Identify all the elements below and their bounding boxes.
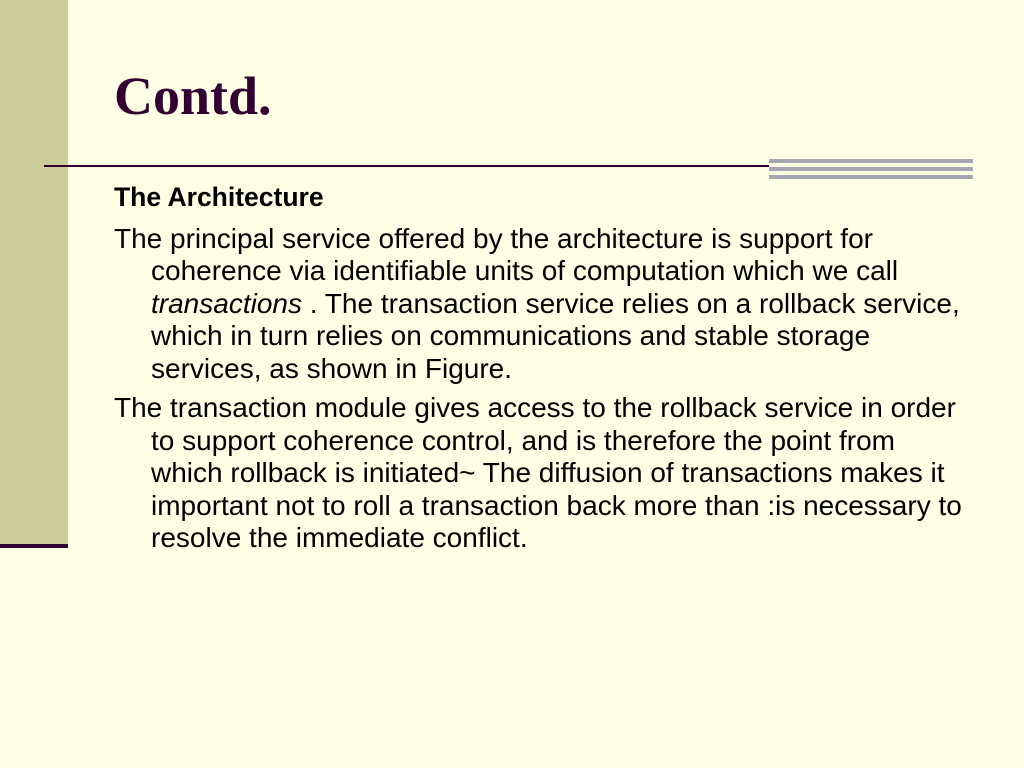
left-decorative-bar [0, 0, 68, 545]
slide-title: Contd. [114, 66, 272, 126]
accent-bar-2 [769, 167, 973, 171]
paragraph-2: The transaction module gives access to the rollback service in order to support coherence control, and is therefore the point from which rollback is initiated~ The diffusion of transactions makes it important not to roll a transaction back more than :is necessary to resolve the immediate conflict. [114, 392, 962, 553]
paragraph-1 [114, 223, 974, 386]
paragraph-1-emphasis: transactions [151, 287, 302, 319]
paragraph-1-text-start: The principal service offered by the architecture is support for coherence via identifiable units of computation which we call [114, 222, 899, 286]
accent-bar-1 [769, 159, 973, 163]
section-heading: The Architecture [114, 182, 324, 212]
left-rule-line [0, 544, 68, 548]
title-underline [44, 165, 769, 167]
paragraph-1-text-end: . The transaction service relies on a rollback service, which in turn relies on communications and stable storage services, as shown in Figure. [151, 287, 960, 384]
accent-bar-3 [769, 175, 973, 179]
slide-body [114, 181, 974, 562]
